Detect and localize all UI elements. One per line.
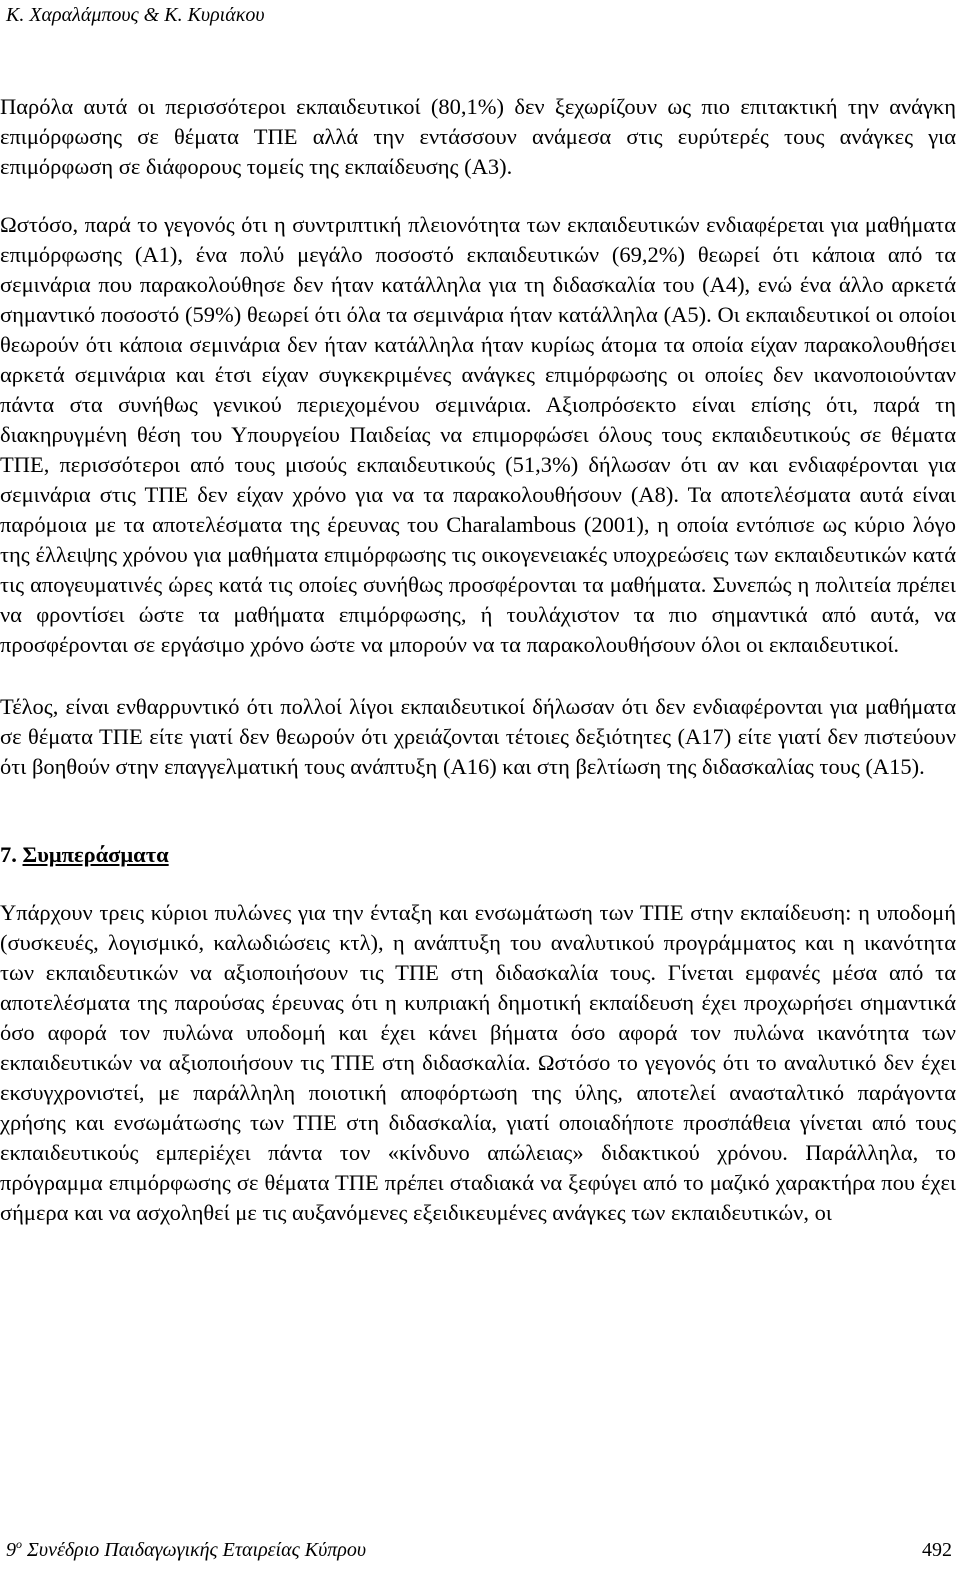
paragraph-1: Παρόλα αυτά οι περισσότεροι εκπαιδευτικοί (80,1%) δεν ξεχωρίζουν ως πιο επιτακτική την ανάγκη επιμόρφωσης σε θέματα ΤΠΕ αλλά την εντάσσουν ανάμεσα στις ευρύτερές τους ανάγκες για επιμόρφωση σε διάφορους τομείς της εκπαίδευσης (Α3). [0,94,956,179]
running-header [6,2,265,28]
page-number: 492 [922,1539,952,1561]
footer-edition-number: 9 [6,1539,16,1561]
page-body [0,92,956,1228]
paragraph-3: Τέλος, είναι ενθαρρυντικό ότι πολλοί λίγοι εκπαιδευτικοί δήλωσαν ότι δεν ενδιαφέρονται για μαθήματα σε θέματα ΤΠΕ είτε γιατί δεν θεωρούν ότι χρειάζονται τέτοιες δεξιότητες (Α17) είτε γιατί δεν πιστεύουν ότι βοηθούν στην επαγγελματική τους ανάπτυξη (Α16) και στη βελτίωση της διδασκαλίας τους (Α15). [0,694,956,779]
section-heading [0,840,956,870]
footer-edition-suffix: ο [16,1537,22,1551]
section-number: 7. [0,842,17,867]
footer-conference [6,1536,366,1564]
header-authors: Κ. Χαραλάμπους & Κ. Κυριάκου [6,4,265,26]
running-footer [0,1536,960,1564]
section-title: Συμπεράσματα [22,842,169,867]
footer-conference-name: Συνέδριο Παιδαγωγικής Εταιρείας Κύπρου [22,1539,367,1561]
paragraph-2: Ωστόσο, παρά το γεγονός ότι η συντριπτική πλειονότητα των εκπαιδευτικών ενδιαφέρεται για μαθήματα επιμόρφωσης (Α1), ένα πολύ μεγάλο ποσοστό εκπαιδευτικών (69,2%) θεωρεί ότι κάποια από τα σεμινάρια που παρακολούθησε δεν ήταν κατάλληλα για τη διδασκαλία του (Α4), ενώ ένα άλλο αρκετά σημαντικό ποσοστό (59%) θεωρεί ότι όλα τα σεμινάρια ήταν κατάλληλα (Α5). Οι εκπαιδευτικοί οι οποίοι θεωρούν ότι κάποια σεμινάρια δεν ήταν κατάλληλα ήταν κυρίως άτομα τα οποία είχαν παρακολουθήσει αρκετά σεμινάρια και έτσι είχαν συγκεκριμένες ανάγκες επιμόρφωσης οι οποίες δεν ικανοποιούνταν πάντα στα συνήθως γενικού περιεχομένου σεμινάρια. Αξιοπρόσεκτο είναι επίσης ότι, παρά τη διακηρυγμένη θέση του Υπουργείου Παιδείας να επιμορφώσει όλους τους εκπαιδευτικούς σε θέματα ΤΠΕ, περισσότεροι από τους μισούς εκπαιδευτικούς (51,3%) δήλωσαν ότι αν και ενδιαφέρονται για σεμινάρια στις ΤΠΕ δεν είχαν χρόνο για να τα παρακολουθήσουν (Α8). Τα αποτελέσματα αυτά είναι παρόμοια με τα αποτελέσματα της έρευνας του Charalambous (2001), η οποία εντόπισε ως κύριο λόγο της έλλειψης χρόνου για μαθήματα επιμόρφωσης τις οικογενειακές υποχρεώσεις των εκπαιδευτικών κατά τις απογευματινές ώρες κατά τις οποίες συνήθως προσφέρονται τα μαθήματα. Συνεπώς η πολιτεία πρέπει να φροντίσει ώστε τα μαθήματα επιμόρφωσης, ή τουλάχιστον τα πιο σημαντικά από αυτά, να προσφέρονται σε εργάσιμο χρόνο ώστε να μπορούν να τα παρακολουθήσουν όλοι οι εκπαιδευτικοί. [0,212,956,657]
conclusion-paragraph: Υπάρχουν τρεις κύριοι πυλώνες για την ένταξη και ενσωμάτωση των ΤΠΕ στην εκπαίδευση: η υποδομή (συσκευές, λογισμικό, καλωδιώσεις κτλ), η ανάπτυξη του αναλυτικού προγράμματος και η ικανότητα των εκπαιδευτικών να αξιοποιήσουν τις ΤΠΕ στη διδασκαλία τους. Γίνεται εμφανές μέσα από τα αποτελέσματα της παρούσας έρευνας ότι η κυπριακή δημοτική εκπαίδευση έχει προχωρήσει σημαντικά όσο αφορά τον πυλώνα υποδομή και έχει κάνει βήματα όσο αφορά τον πυλώνα ικανότητα των εκπαιδευτικών να αξιοποιήσουν τις ΤΠΕ στη διδασκαλία. Ωστόσο το γεγονός ότι το αναλυτικό δεν έχει εκσυγχρονιστεί, με παράλληλη ποιοτική αποφόρτωση της ύλης, αποτελεί ανασταλτικό παράγοντα χρήσης και ενσωμάτωσης των ΤΠΕ στη διδασκαλία, γιατί οποιαδήποτε προσπάθεια γίνεται από τους εκπαιδευτικούς εμπερiέχει πάντα τον «κίνδυνο απώλειας» διδακτικού χρόνου. Παράλληλα, το πρόγραμμα επιμόρφωσης σε θέματα ΤΠΕ πρέπει σταδιακά να ξεφύγει από το μαζικό χαρακτήρα που έχει σήμερα και να ασχοληθεί με τις αυξανόμενες εξειδικευμένες ανάγκες των εκπαιδευτικών, οι [0,900,956,1225]
